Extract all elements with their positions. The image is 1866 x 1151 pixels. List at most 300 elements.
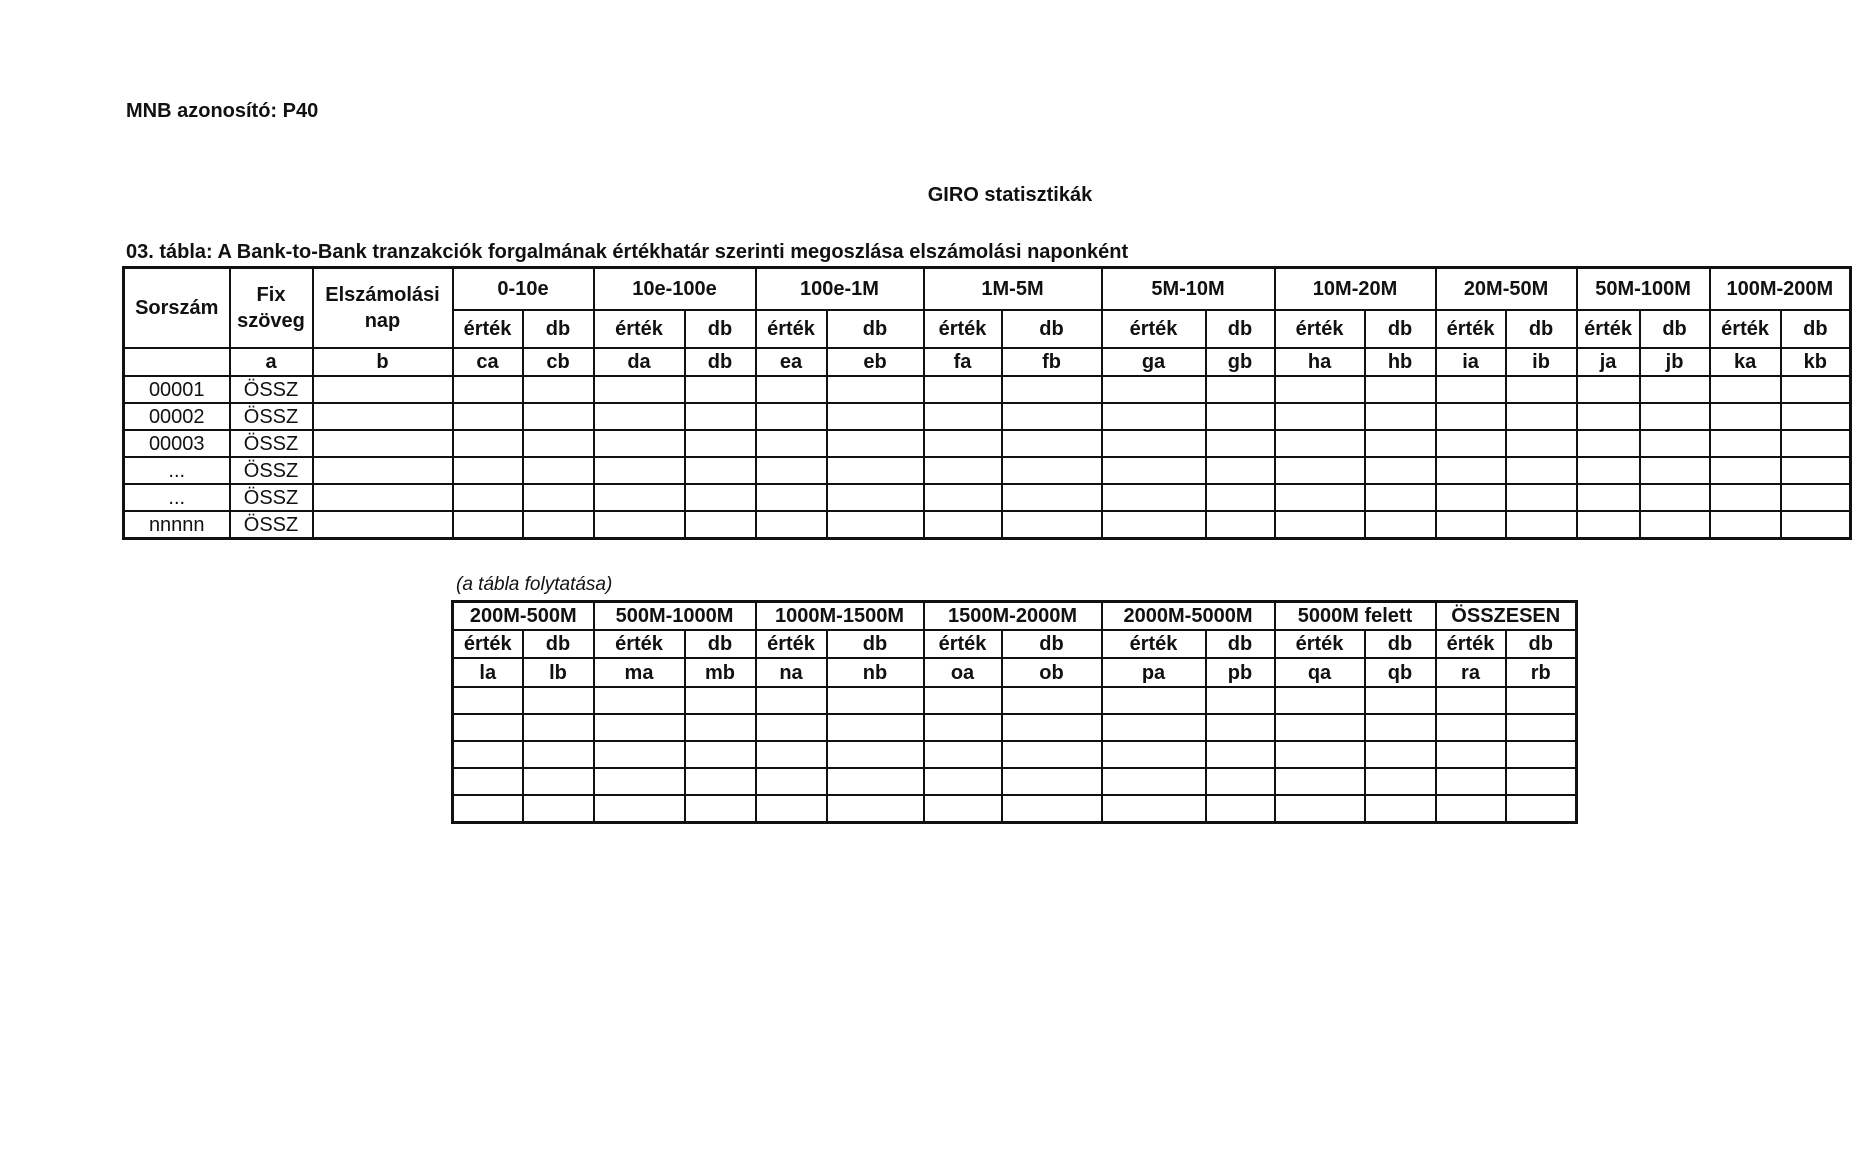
data-entry-cell[interactable] — [1577, 430, 1640, 457]
count-subheader: db — [523, 310, 594, 348]
fix-szoveg-cell: ÖSSZ — [230, 511, 313, 539]
mnb-identifier: MNB azonosító: P40 — [126, 100, 319, 122]
data-entry-cell[interactable] — [1506, 768, 1577, 795]
data-entry-cell[interactable] — [1781, 376, 1851, 403]
data-entry-cell[interactable] — [1365, 403, 1436, 430]
data-entry-cell[interactable] — [1275, 430, 1365, 457]
count-subheader: db — [685, 630, 756, 658]
data-entry-cell[interactable] — [1506, 741, 1577, 768]
data-entry-cell[interactable] — [1710, 511, 1781, 539]
value-subheader: érték — [1102, 630, 1206, 658]
data-entry-cell[interactable] — [924, 376, 1002, 403]
data-entry-cell[interactable] — [924, 741, 1002, 768]
range-header: 500M-1000M — [594, 602, 756, 631]
range-header: 5000M felett — [1275, 602, 1436, 631]
data-entry-cell[interactable] — [523, 795, 594, 823]
data-entry-cell[interactable] — [1206, 457, 1275, 484]
data-entry-cell[interactable] — [1781, 484, 1851, 511]
data-entry-cell[interactable] — [1365, 714, 1436, 741]
data-entry-cell[interactable] — [685, 376, 756, 403]
data-entry-cell[interactable] — [1206, 484, 1275, 511]
data-entry-cell[interactable] — [453, 430, 523, 457]
column-code: ha — [1275, 348, 1365, 376]
range-header: 2000M-5000M — [1102, 602, 1275, 631]
data-entry-cell[interactable] — [1102, 714, 1206, 741]
range-header: 1500M-2000M — [924, 602, 1102, 631]
range-header: 100M-200M — [1710, 268, 1851, 311]
data-entry-cell[interactable] — [1002, 795, 1102, 823]
data-entry-cell[interactable] — [1710, 484, 1781, 511]
column-code: qa — [1275, 658, 1365, 687]
data-entry-cell[interactable] — [1365, 376, 1436, 403]
data-entry-cell[interactable] — [1436, 714, 1506, 741]
column-code: la — [453, 658, 523, 687]
data-entry-cell[interactable] — [756, 687, 827, 714]
data-entry-cell[interactable] — [1506, 687, 1577, 714]
data-entry-cell[interactable] — [594, 511, 685, 539]
value-subheader: érték — [1102, 310, 1206, 348]
fix-szoveg-cell: ÖSSZ — [230, 430, 313, 457]
column-code: da — [594, 348, 685, 376]
data-entry-cell[interactable] — [313, 511, 453, 539]
range-header: 1000M-1500M — [756, 602, 924, 631]
value-subheader: érték — [1436, 310, 1506, 348]
data-entry-cell[interactable] — [1577, 511, 1640, 539]
data-entry-cell[interactable] — [685, 484, 756, 511]
data-entry-cell[interactable] — [1365, 430, 1436, 457]
data-entry-cell[interactable] — [1436, 403, 1506, 430]
count-subheader: db — [523, 630, 594, 658]
data-entry-cell[interactable] — [453, 403, 523, 430]
data-entry-cell[interactable] — [1275, 484, 1365, 511]
table-row — [453, 768, 1577, 795]
data-entry-cell[interactable] — [1102, 741, 1206, 768]
data-entry-cell[interactable] — [827, 741, 924, 768]
data-entry-cell[interactable] — [1577, 457, 1640, 484]
data-entry-cell[interactable] — [756, 457, 827, 484]
value-subheader: érték — [924, 630, 1002, 658]
data-entry-cell[interactable] — [1436, 511, 1506, 539]
count-subheader: db — [1206, 630, 1275, 658]
data-entry-cell[interactable] — [827, 484, 924, 511]
data-entry-cell[interactable] — [756, 714, 827, 741]
value-subheader: érték — [1275, 630, 1365, 658]
data-entry-cell[interactable] — [453, 714, 523, 741]
data-entry-cell[interactable] — [594, 430, 685, 457]
data-entry-cell[interactable] — [827, 403, 924, 430]
fix-szoveg-cell: ÖSSZ — [230, 484, 313, 511]
data-entry-cell[interactable] — [1710, 403, 1781, 430]
table-caption: 03. tábla: A Bank-to-Bank tranzakciók forgalmának értékhatár szerinti megoszlása elszámolási naponként — [126, 241, 1129, 263]
data-entry-cell[interactable] — [685, 430, 756, 457]
data-entry-cell[interactable] — [685, 457, 756, 484]
data-entry-cell[interactable] — [594, 741, 685, 768]
data-entry-cell[interactable] — [756, 511, 827, 539]
data-entry-cell[interactable] — [1102, 376, 1206, 403]
table-row — [124, 484, 1851, 511]
data-entry-cell[interactable] — [1002, 741, 1102, 768]
column-code: hb — [1365, 348, 1436, 376]
range-header: 50M-100M — [1577, 268, 1710, 311]
data-entry-cell[interactable] — [1640, 484, 1710, 511]
data-entry-cell[interactable] — [1710, 376, 1781, 403]
data-entry-cell[interactable] — [685, 741, 756, 768]
data-entry-cell[interactable] — [594, 687, 685, 714]
value-subheader: érték — [453, 310, 523, 348]
data-entry-cell[interactable] — [453, 376, 523, 403]
table-row — [124, 430, 1851, 457]
data-entry-cell[interactable] — [453, 457, 523, 484]
elszamolasi-nap-header: Elszámolási nap — [313, 268, 453, 349]
sorszam-header: Sorszám — [124, 268, 230, 349]
count-subheader: db — [1365, 310, 1436, 348]
data-entry-cell[interactable] — [1506, 795, 1577, 823]
column-code: kb — [1781, 348, 1851, 376]
table-row — [124, 403, 1851, 430]
data-entry-cell[interactable] — [1436, 768, 1506, 795]
data-entry-cell[interactable] — [1436, 795, 1506, 823]
data-entry-cell[interactable] — [1002, 376, 1102, 403]
data-entry-cell[interactable] — [685, 403, 756, 430]
data-entry-cell[interactable] — [1002, 714, 1102, 741]
data-entry-cell[interactable] — [1275, 457, 1365, 484]
data-entry-cell[interactable] — [1206, 687, 1275, 714]
data-entry-cell[interactable] — [594, 403, 685, 430]
table-row — [124, 511, 1851, 539]
value-subheader: érték — [756, 310, 827, 348]
count-subheader: db — [1640, 310, 1710, 348]
count-subheader: db — [1781, 310, 1851, 348]
data-entry-cell[interactable] — [924, 430, 1002, 457]
sorszam-cell: 00003 — [124, 430, 230, 457]
data-entry-cell[interactable] — [523, 430, 594, 457]
data-entry-cell[interactable] — [1275, 768, 1365, 795]
column-code: ea — [756, 348, 827, 376]
data-entry-cell[interactable] — [1102, 687, 1206, 714]
column-code: pb — [1206, 658, 1275, 687]
range-header: 100e-1M — [756, 268, 924, 311]
column-code: fb — [1002, 348, 1102, 376]
data-entry-cell[interactable] — [756, 795, 827, 823]
data-entry-cell[interactable] — [924, 714, 1002, 741]
range-header: 0-10e — [453, 268, 594, 311]
data-entry-cell[interactable] — [1002, 430, 1102, 457]
data-entry-cell[interactable] — [313, 484, 453, 511]
data-entry-cell[interactable] — [1365, 687, 1436, 714]
value-subheader: érték — [924, 310, 1002, 348]
column-code: eb — [827, 348, 924, 376]
data-entry-cell[interactable] — [453, 687, 523, 714]
data-entry-cell[interactable] — [685, 714, 756, 741]
data-entry-cell[interactable] — [1640, 430, 1710, 457]
column-code: na — [756, 658, 827, 687]
data-entry-cell[interactable] — [453, 741, 523, 768]
data-entry-cell[interactable] — [1506, 511, 1577, 539]
data-entry-cell[interactable] — [1275, 741, 1365, 768]
column-code: mb — [685, 658, 756, 687]
range-header: 10M-20M — [1275, 268, 1436, 311]
column-code: qb — [1365, 658, 1436, 687]
data-entry-cell[interactable] — [523, 741, 594, 768]
data-entry-cell[interactable] — [313, 376, 453, 403]
count-subheader: db — [827, 310, 924, 348]
data-entry-cell[interactable] — [756, 376, 827, 403]
data-entry-cell[interactable] — [1436, 457, 1506, 484]
cont-header-row-subcolumns — [453, 630, 1577, 658]
data-entry-cell[interactable] — [1365, 795, 1436, 823]
data-entry-cell[interactable] — [924, 457, 1002, 484]
data-entry-cell[interactable] — [924, 511, 1002, 539]
data-entry-cell[interactable] — [1781, 457, 1851, 484]
data-entry-cell[interactable] — [313, 430, 453, 457]
range-header: ÖSSZESEN — [1436, 602, 1577, 631]
table-row — [124, 457, 1851, 484]
data-entry-cell[interactable] — [1365, 741, 1436, 768]
data-entry-cell[interactable] — [1436, 687, 1506, 714]
data-entry-cell[interactable] — [523, 768, 594, 795]
data-entry-cell[interactable] — [453, 484, 523, 511]
data-entry-cell[interactable] — [924, 484, 1002, 511]
data-entry-cell[interactable] — [1506, 484, 1577, 511]
data-entry-cell[interactable] — [756, 403, 827, 430]
sorszam-cell: ... — [124, 457, 230, 484]
count-subheader: db — [1002, 630, 1102, 658]
data-entry-cell[interactable] — [1275, 511, 1365, 539]
data-entry-cell[interactable] — [523, 403, 594, 430]
value-subheader: érték — [594, 310, 685, 348]
value-subheader: érték — [756, 630, 827, 658]
data-entry-cell[interactable] — [827, 457, 924, 484]
data-entry-cell[interactable] — [1365, 457, 1436, 484]
range-header: 5M-10M — [1102, 268, 1275, 311]
data-entry-cell[interactable] — [594, 484, 685, 511]
table-row — [124, 376, 1851, 403]
data-entry-cell[interactable] — [1436, 376, 1506, 403]
data-entry-cell[interactable] — [827, 687, 924, 714]
data-entry-cell[interactable] — [1506, 430, 1577, 457]
data-entry-cell[interactable] — [1206, 376, 1275, 403]
column-code: ib — [1506, 348, 1577, 376]
page-title: GIRO statisztikák — [927, 184, 1093, 206]
fix-szoveg-header: Fix szöveg — [230, 268, 313, 349]
data-entry-cell[interactable] — [827, 511, 924, 539]
column-code: rb — [1506, 658, 1577, 687]
data-entry-cell[interactable] — [924, 687, 1002, 714]
table-row — [453, 795, 1577, 823]
data-entry-cell[interactable] — [1275, 795, 1365, 823]
count-subheader: db — [1002, 310, 1102, 348]
column-code: b — [313, 348, 453, 376]
sorszam-cell: 00001 — [124, 376, 230, 403]
data-entry-cell[interactable] — [1436, 430, 1506, 457]
data-entry-cell[interactable] — [1102, 795, 1206, 823]
data-entry-cell[interactable] — [1102, 511, 1206, 539]
data-entry-cell[interactable] — [313, 403, 453, 430]
data-entry-cell[interactable] — [1002, 768, 1102, 795]
data-entry-cell[interactable] — [685, 687, 756, 714]
data-entry-cell[interactable] — [523, 484, 594, 511]
sorszam-cell: 00002 — [124, 403, 230, 430]
count-subheader: db — [1506, 630, 1577, 658]
data-entry-cell[interactable] — [924, 795, 1002, 823]
data-entry-cell[interactable] — [1506, 457, 1577, 484]
column-code: db — [685, 348, 756, 376]
data-entry-cell[interactable] — [827, 768, 924, 795]
count-subheader: db — [827, 630, 924, 658]
data-entry-cell[interactable] — [1577, 376, 1640, 403]
data-entry-cell[interactable] — [827, 430, 924, 457]
data-entry-cell[interactable] — [1640, 457, 1710, 484]
data-entry-cell[interactable] — [756, 741, 827, 768]
header-row-ranges — [124, 268, 1851, 311]
cont-header-row-codes — [453, 658, 1577, 687]
data-entry-cell[interactable] — [756, 768, 827, 795]
data-entry-cell[interactable] — [1365, 511, 1436, 539]
data-entry-cell[interactable] — [1102, 430, 1206, 457]
data-entry-cell[interactable] — [1206, 403, 1275, 430]
data-entry-cell[interactable] — [827, 714, 924, 741]
range-header: 10e-100e — [594, 268, 756, 311]
data-entry-cell[interactable] — [594, 376, 685, 403]
data-entry-cell[interactable] — [453, 768, 523, 795]
data-entry-cell[interactable] — [685, 511, 756, 539]
data-entry-cell[interactable] — [1436, 741, 1506, 768]
column-code: pa — [1102, 658, 1206, 687]
value-subheader: érték — [1436, 630, 1506, 658]
data-entry-cell[interactable] — [1577, 484, 1640, 511]
data-entry-cell[interactable] — [594, 714, 685, 741]
column-code: a — [230, 348, 313, 376]
column-code: ca — [453, 348, 523, 376]
data-entry-cell[interactable] — [1781, 403, 1851, 430]
data-entry-cell[interactable] — [685, 795, 756, 823]
data-entry-cell[interactable] — [1206, 511, 1275, 539]
fix-szoveg-cell: ÖSSZ — [230, 457, 313, 484]
header-row-codes — [124, 348, 1851, 376]
column-code: nb — [827, 658, 924, 687]
data-entry-cell[interactable] — [1710, 457, 1781, 484]
range-header: 1M-5M — [924, 268, 1102, 311]
data-entry-cell[interactable] — [1781, 511, 1851, 539]
data-entry-cell[interactable] — [1365, 768, 1436, 795]
column-code: ja — [1577, 348, 1640, 376]
data-entry-cell[interactable] — [594, 457, 685, 484]
column-code: cb — [523, 348, 594, 376]
data-entry-cell[interactable] — [924, 768, 1002, 795]
main-statistics-table — [122, 266, 1852, 540]
data-entry-cell[interactable] — [1436, 484, 1506, 511]
count-subheader: db — [1206, 310, 1275, 348]
data-entry-cell[interactable] — [1710, 430, 1781, 457]
column-code: ra — [1436, 658, 1506, 687]
data-entry-cell[interactable] — [1506, 403, 1577, 430]
value-subheader: érték — [453, 630, 523, 658]
data-entry-cell[interactable] — [1002, 511, 1102, 539]
data-entry-cell[interactable] — [1640, 376, 1710, 403]
column-code: ka — [1710, 348, 1781, 376]
table-row — [453, 741, 1577, 768]
data-entry-cell[interactable] — [756, 484, 827, 511]
data-entry-cell[interactable] — [1102, 403, 1206, 430]
data-entry-cell[interactable] — [1275, 687, 1365, 714]
data-entry-cell[interactable] — [685, 768, 756, 795]
data-entry-cell[interactable] — [1206, 714, 1275, 741]
data-entry-cell[interactable] — [1640, 403, 1710, 430]
data-entry-cell[interactable] — [756, 430, 827, 457]
data-entry-cell[interactable] — [594, 795, 685, 823]
data-entry-cell[interactable] — [1102, 484, 1206, 511]
column-code: oa — [924, 658, 1002, 687]
data-entry-cell[interactable] — [523, 687, 594, 714]
data-entry-cell[interactable] — [523, 511, 594, 539]
data-entry-cell[interactable] — [1640, 511, 1710, 539]
value-subheader: érték — [1577, 310, 1640, 348]
data-entry-cell[interactable] — [523, 457, 594, 484]
data-entry-cell[interactable] — [1506, 714, 1577, 741]
data-entry-cell[interactable] — [523, 714, 594, 741]
column-code: ob — [1002, 658, 1102, 687]
sorszam-cell: nnnnn — [124, 511, 230, 539]
column-code: fa — [924, 348, 1002, 376]
data-entry-cell[interactable] — [1275, 376, 1365, 403]
fix-szoveg-cell: ÖSSZ — [230, 376, 313, 403]
count-subheader: db — [1506, 310, 1577, 348]
table-row — [453, 714, 1577, 741]
data-entry-cell[interactable] — [453, 795, 523, 823]
column-code: jb — [1640, 348, 1710, 376]
data-entry-cell[interactable] — [1781, 430, 1851, 457]
count-subheader: db — [685, 310, 756, 348]
continuation-table — [451, 600, 1578, 824]
column-code: ga — [1102, 348, 1206, 376]
cont-header-row-ranges — [453, 602, 1577, 631]
column-code: ma — [594, 658, 685, 687]
data-entry-cell[interactable] — [1206, 795, 1275, 823]
data-entry-cell[interactable] — [1206, 741, 1275, 768]
data-entry-cell[interactable] — [1275, 714, 1365, 741]
data-entry-cell[interactable] — [827, 795, 924, 823]
count-subheader: db — [1365, 630, 1436, 658]
data-entry-cell[interactable] — [827, 376, 924, 403]
data-entry-cell[interactable] — [1365, 484, 1436, 511]
data-entry-cell[interactable] — [1206, 768, 1275, 795]
table-row — [453, 687, 1577, 714]
value-subheader: érték — [1275, 310, 1365, 348]
value-subheader: érték — [1710, 310, 1781, 348]
column-code: gb — [1206, 348, 1275, 376]
data-entry-cell[interactable] — [1102, 768, 1206, 795]
data-entry-cell[interactable] — [523, 376, 594, 403]
data-entry-cell[interactable] — [924, 403, 1002, 430]
data-entry-cell[interactable] — [1002, 687, 1102, 714]
fix-szoveg-cell: ÖSSZ — [230, 403, 313, 430]
data-entry-cell[interactable] — [313, 457, 453, 484]
data-entry-cell[interactable] — [1206, 430, 1275, 457]
data-entry-cell[interactable] — [1002, 484, 1102, 511]
sorszam-cell: ... — [124, 484, 230, 511]
data-entry-cell[interactable] — [1506, 376, 1577, 403]
data-entry-cell[interactable] — [1577, 403, 1640, 430]
data-entry-cell[interactable] — [1275, 403, 1365, 430]
sorszam-code-cell — [124, 348, 230, 376]
data-entry-cell[interactable] — [1002, 457, 1102, 484]
value-subheader: érték — [594, 630, 685, 658]
data-entry-cell[interactable] — [1002, 403, 1102, 430]
data-entry-cell[interactable] — [453, 511, 523, 539]
continuation-note: (a tábla folytatása) — [456, 574, 613, 595]
data-entry-cell[interactable] — [1102, 457, 1206, 484]
data-entry-cell[interactable] — [594, 768, 685, 795]
